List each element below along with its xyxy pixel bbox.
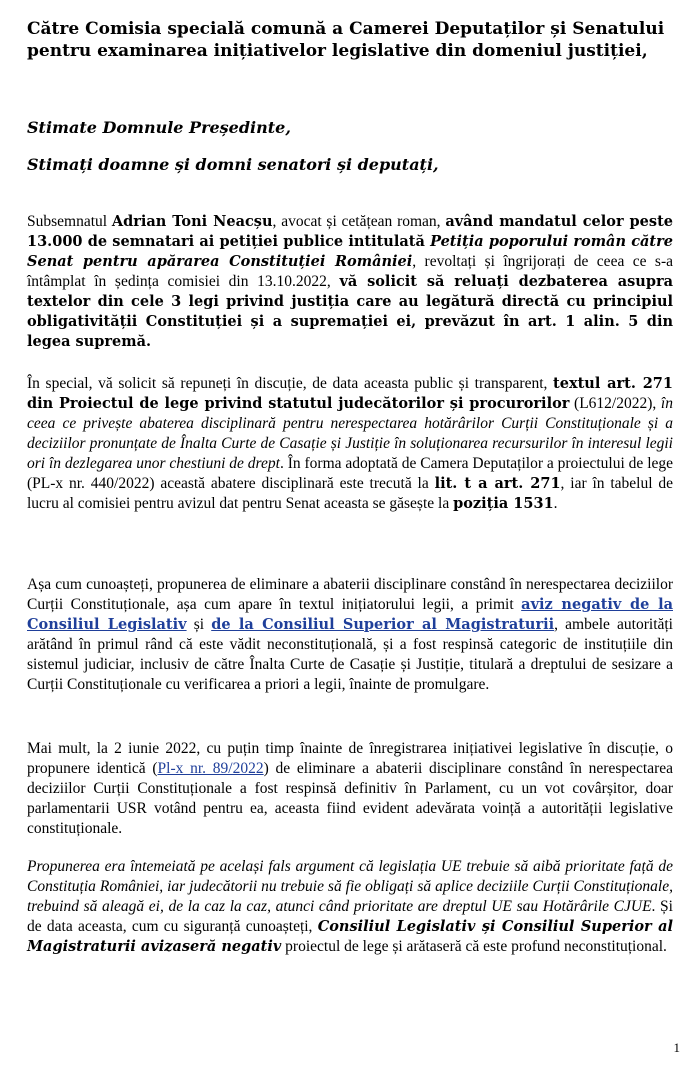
- p2-text-1: În special, vă solicit să repuneți în discuție, de data aceasta public și transparent,: [27, 375, 554, 392]
- p2-text-5: .: [553, 495, 558, 512]
- p3-text-3: , ambele autorități arătând în primul rând că este vădit neconstituțională, și a fost respinsă categoric de instituțiile din sistemul judiciar, inclusiv de către Înalta Curte de Casație și Justiție, titulară a dreptului de sesizare a Curții Constituționale cu verificarea a priori a legii, înainte de promulgare.: [27, 616, 673, 693]
- p5-text-2: proiectul de lege și arătaseră că este profund neconstituțional.: [281, 938, 667, 955]
- p3-text-1: Așa cum cunoașteți, propunerea de eliminare a abaterii disciplinare constând în nerespectarea deciziilor Curții Constituționale, așa cum apare în textul inițiatorului legii, a primit: [27, 576, 673, 613]
- heading-line-1: Către Comisia specială comună a Camerei Deputaților și Senatului: [27, 19, 665, 39]
- p2-text-2: (L612/2022),: [569, 395, 661, 412]
- p1-bold-2: vă solicit să reluați dezbaterea asupra textelor din cele 3 legi privind justiția care au legătură directă cu principiul obligativității Constituției și a supremației ei, prevăzut în art. 1 alin. 5 din legea supremă.: [27, 273, 673, 350]
- salutation-senators: Stimați doamne și domni senatori și deputați,: [27, 155, 439, 174]
- author-name: Adrian Toni Neacșu: [111, 213, 273, 230]
- p1-text-2: , avocat și cetățean roman,: [272, 213, 446, 230]
- p1-text-1: Subsemnatul: [27, 213, 112, 230]
- p5-bold-italic-1: Consiliul Legislativ și Consiliul Superior al Magistraturii avizaseră negativ: [27, 918, 674, 955]
- p5-italic-1: Propunerea era întemeiată pe același fals argument că legislația UE trebuie să aibă prioritate față de Constituția României, iar judecătorii nu trebuie să fie obligați să aplice deciziile Curții Constituționale, trebuind să aleagă ei, de la caz la caz, atunci când prioritate are dreptul UE sau Hotărârile CJUE: [27, 858, 673, 915]
- paragraph-4: [27, 739, 673, 839]
- p4-text-2: ) de eliminare a abaterii disciplinare constând în nerespectarea deciziilor Curții Constituționale a fost respinsă definitiv în Parlament, cu un vot covârșitor, doar parlamentarii USR votând pentru ea, aceasta fiind evident adevărata voință a autorității legislative constituționale.: [27, 760, 673, 837]
- page-number: 1: [673, 1040, 680, 1055]
- heading-line-2: pentru examinarea inițiativelor legislative din domeniul justiției,: [27, 41, 648, 61]
- salutation-president: Stimate Domnule Președinte,: [27, 118, 291, 137]
- link-aviz-consiliul-legislativ[interactable]: aviz negativ de la Consiliul Legislativ: [27, 596, 673, 633]
- p2-bold-2: lit. t a art. 271: [434, 475, 561, 492]
- p2-text-3: . În forma adoptată de Camera Deputaților a proiectului de lege (PL-x nr. 440/2022) această abatere disciplinară este trecută la: [27, 455, 674, 492]
- link-plx-89-2022[interactable]: Pl-x nr. 89/2022: [157, 760, 264, 777]
- p5-text-1: . Și de data aceasta, cum cu siguranță cunoașteți,: [27, 898, 673, 935]
- p4-text-1: Mai mult, la 2 iunie 2022, cu puțin timp înainte de înregistrarea inițiativei legislative în discuție, o propunere identică (: [27, 740, 673, 777]
- p2-bold-1: textul art. 271 din Proiectul de lege privind statutul judecătorilor și procurorilor: [27, 375, 673, 412]
- link-consiliul-superior-magistraturii[interactable]: de la Consiliul Superior al Magistraturii: [211, 616, 555, 633]
- p1-text-3: , revoltați și îngrijorați de ceea ce s-a întâmplat în ședința comisiei din 13.10.2022,: [27, 253, 673, 290]
- paragraph-1: [27, 212, 673, 352]
- p2-italic-1: în ceea ce privește abaterea disciplinară pentru nerespectarea hotărârilor Curții Constituționale și a deciziilor pronunțate de Înalta Curte de Casație și Justiție în soluționarea recursurilor în interesul legii ori în dezlegarea unor chestiuni de drept: [27, 395, 673, 472]
- p2-text-4: , iar în tabelul de lucru al comisiei pentru avizul dat pentru Senat aceasta se găsește la: [27, 475, 673, 512]
- paragraph-3: [27, 575, 673, 695]
- document-heading: [27, 18, 675, 62]
- p3-text-2: și: [186, 616, 212, 633]
- p2-bold-3: poziția 1531: [453, 495, 554, 512]
- paragraph-5: [27, 857, 673, 957]
- paragraph-2: [27, 374, 673, 514]
- p1-bold-1: având mandatul celor peste 13.000 de semnatari ai petiției publice intitulată: [27, 213, 673, 250]
- petition-title: Petiția poporului român către Senat pentru apărarea Constituției României: [27, 233, 673, 270]
